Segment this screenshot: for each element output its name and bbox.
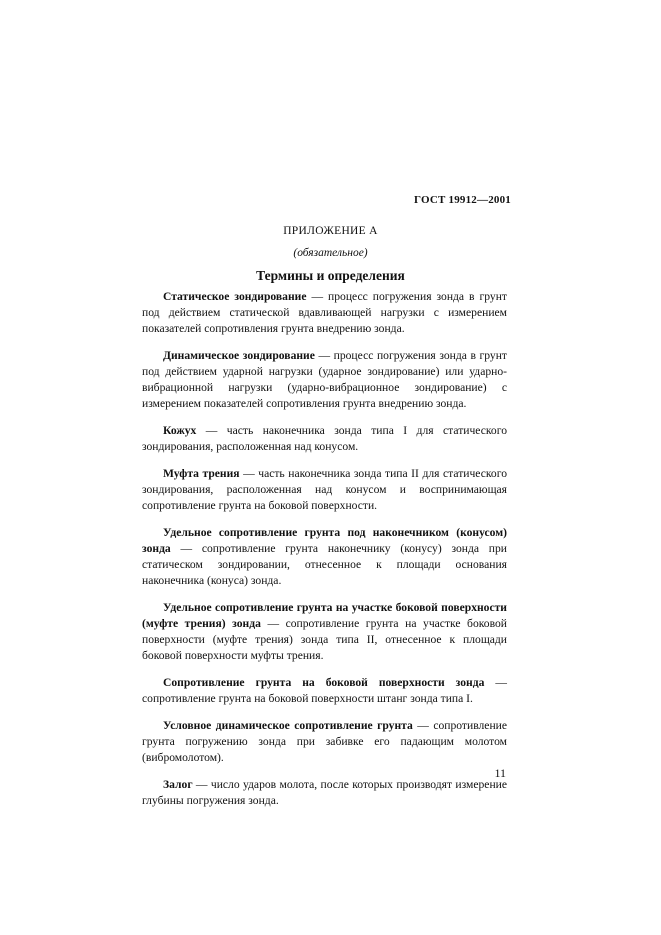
terms-list xyxy=(142,289,507,820)
term-name: Сопротивление грунта на боковой поверхности зонда xyxy=(163,676,485,689)
annex-title: ПРИЛОЖЕНИЕ А xyxy=(283,225,378,237)
term-definition: — сопротивление грунта на участке боковой поверхности (муфте трения) зонда типа II, отнесенное к площади боковой поверхности муфты трения. xyxy=(142,617,507,662)
document-code: ГОСТ 19912—2001 xyxy=(414,194,511,206)
term-name: Статическое зондирование xyxy=(163,290,307,303)
term-entry xyxy=(142,348,507,412)
term-name: Динамическое зондирование xyxy=(163,349,315,362)
term-name: Муфта трения xyxy=(163,467,240,480)
term-definition: — процесс погружения зонда в грунт под действием статической вдавливающей нагрузки с измерением показателей сопротивления грунта внедрению зонда. xyxy=(142,290,507,335)
term-entry xyxy=(142,600,507,664)
term-entry xyxy=(142,718,507,766)
term-entry xyxy=(142,423,507,455)
term-name: Кожух xyxy=(163,424,197,437)
section-title: Термины и определения xyxy=(256,268,405,283)
term-name: Условное динамическое сопротивление грунта xyxy=(163,719,413,732)
term-entry xyxy=(142,466,507,514)
term-definition: — число ударов молота, после которых производят измерение глубины погружения зонда. xyxy=(142,778,507,807)
term-entry xyxy=(142,675,507,707)
term-definition: — часть наконечника зонда типа II для статического зондирования, расположенная над конусом и воспринимающая сопротивление грунта на боковой поверхности. xyxy=(142,467,507,512)
term-entry xyxy=(142,777,507,809)
term-entry xyxy=(142,289,507,337)
term-name: Залог xyxy=(163,778,193,791)
term-definition: — процесс погружения зонда в грунт под действием ударной нагрузки (ударное зондирование) или ударно-вибрационной нагрузки (ударно-вибрационное зондирование) с измерением показателей сопротивления грунта внедрению зонда. xyxy=(142,349,507,410)
term-definition: — часть наконечника зонда типа I для статического зондирования, расположенная над конусом. xyxy=(142,424,507,453)
term-definition: — сопротивление грунта погружению зонда при забивке его падающим молотом (вибромолотом). xyxy=(142,719,508,764)
page-number: 11 xyxy=(494,766,506,780)
term-name: Удельное сопротивление грунта на участке боковой поверхности (муфте трения) зонда xyxy=(142,601,507,630)
term-definition: — сопротивление грунта на боковой поверхности штанг зонда типа I. xyxy=(142,676,507,705)
term-name: Удельное сопротивление грунта под наконечником (конусом) зонда xyxy=(142,526,507,555)
term-entry xyxy=(142,525,507,589)
annex-status: (обязательное) xyxy=(293,247,368,259)
term-definition: — сопротивление грунта наконечнику (конусу) зонда при статическом зондировании, отнесенное к площади основания наконечника (конуса) зонда. xyxy=(142,542,507,587)
